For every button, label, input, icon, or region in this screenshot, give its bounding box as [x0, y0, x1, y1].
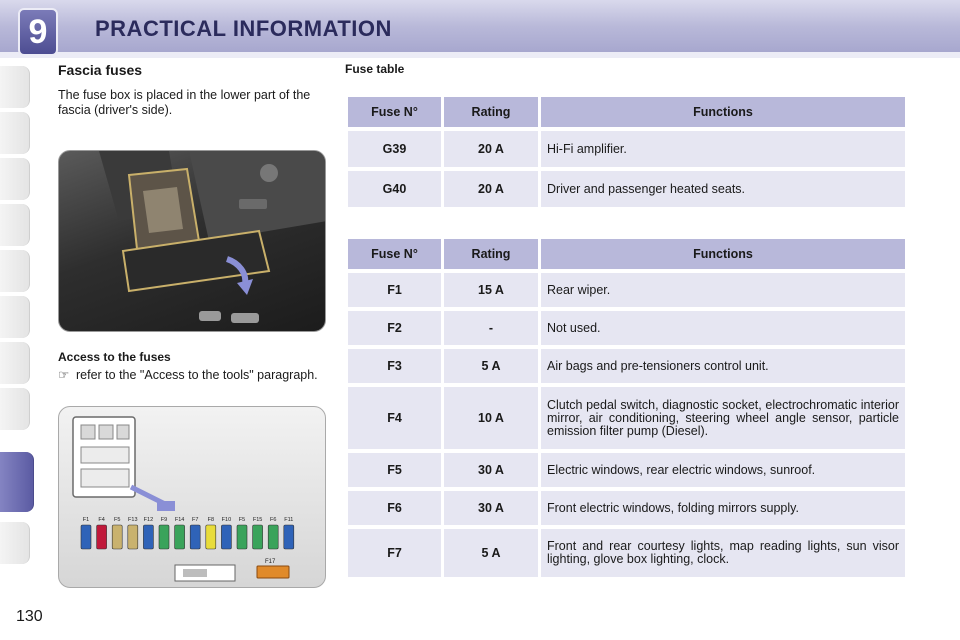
fuse-number: F4	[348, 387, 441, 449]
fuse-f13	[128, 525, 138, 549]
fuse-table-title: Fuse table	[345, 62, 405, 76]
fuse-label: F14	[174, 517, 185, 523]
fuse-number: F5	[348, 453, 441, 487]
fuse-f1	[81, 525, 91, 549]
fuse-function: Rear wiper.	[541, 273, 905, 307]
table-header-row	[348, 239, 905, 269]
overview-cell	[81, 447, 129, 463]
header-stripe	[0, 52, 960, 58]
chapter-tab-2[interactable]	[0, 112, 30, 154]
fuse-number: F7	[348, 529, 441, 577]
fuse-f15	[253, 525, 263, 549]
fuse-function: Driver and passenger heated seats.	[541, 171, 905, 207]
overview-cell	[99, 425, 113, 439]
relay-inner	[183, 569, 207, 577]
page-title: PRACTICAL INFORMATION	[95, 16, 392, 41]
table-row	[348, 529, 905, 577]
chapter-tab-1[interactable]	[0, 66, 30, 108]
fuse-label: F13	[128, 517, 138, 523]
table-row	[348, 131, 905, 167]
overview-cell	[117, 425, 129, 439]
pedal-icon	[199, 311, 221, 321]
fuse-function: Front and rear courtesy lights, map reading lights, sun visor lighting, glove box lighting, clock.	[541, 529, 905, 577]
fuse-table-g	[345, 93, 908, 211]
header-rating: Rating	[444, 239, 538, 269]
relay-label: F17	[265, 559, 276, 565]
header-fuse-number: Fuse N°	[348, 97, 441, 127]
table-header-row	[348, 97, 905, 127]
fuse-number: G40	[348, 171, 441, 207]
header-functions: Functions	[541, 97, 905, 127]
fuse-f4	[97, 525, 107, 549]
fuse-rating: 20 A	[444, 171, 538, 207]
chapter-tab-9-active[interactable]	[0, 452, 34, 512]
fuse-f8	[206, 525, 216, 549]
fuse-labels-group	[83, 517, 294, 523]
fuse-function: Not used.	[541, 311, 905, 345]
chapter-tab-5[interactable]	[0, 250, 30, 292]
table-row	[348, 453, 905, 487]
fuse-rating: 10 A	[444, 387, 538, 449]
fuse-box-panel	[143, 187, 183, 233]
page-number: 130	[16, 608, 43, 625]
fuse-label: F1	[82, 517, 90, 523]
fuse-number: F1	[348, 273, 441, 307]
dashboard-upper-shape	[189, 151, 326, 241]
switch-icon	[239, 199, 267, 209]
chapter-tab-10[interactable]	[0, 522, 30, 564]
fuse-rating: 5 A	[444, 529, 538, 577]
fuse-label: F8	[207, 517, 215, 523]
fuse-number: G39	[348, 131, 441, 167]
fuse-rating: 30 A	[444, 453, 538, 487]
fuse-row	[81, 525, 294, 549]
zoom-arrow-head	[157, 501, 175, 511]
table-row	[348, 491, 905, 525]
fuse-function: Clutch pedal switch, diagnostic socket, electrochromatic interior mirror, air conditioning, steering wheel angle sensor, particle emission filter pump (Diesel).	[541, 387, 905, 449]
fuse-number: F3	[348, 349, 441, 383]
fuse-label: F7	[191, 517, 199, 523]
fusebox-diagram	[58, 406, 326, 588]
intro-text: The fuse box is placed in the lower part of the fascia (driver's side).	[58, 88, 311, 117]
section-title: Fascia fuses	[58, 62, 143, 78]
dashboard-drawing	[59, 151, 326, 332]
access-bullet	[58, 368, 328, 382]
fuse-function: Electric windows, rear electric windows, sunroof.	[541, 453, 905, 487]
fuse-function: Front electric windows, folding mirrors supply.	[541, 491, 905, 525]
fuse-rating: 15 A	[444, 273, 538, 307]
fuse-label: F6	[269, 517, 277, 523]
hand-pointer-icon: ☞	[58, 368, 70, 382]
table-row	[348, 273, 905, 307]
fuse-label: F12	[143, 517, 154, 523]
fuse-f14	[175, 525, 185, 549]
overview-cell	[81, 425, 95, 439]
knob-icon	[260, 164, 278, 182]
fuse-rating: 20 A	[444, 131, 538, 167]
fuse-number: F6	[348, 491, 441, 525]
fuse-f5	[237, 525, 247, 549]
fuse-f11	[284, 525, 294, 549]
fuse-f6	[268, 525, 278, 549]
access-bullet-text: refer to the "Access to the tools" paragraph.	[76, 368, 318, 382]
fuse-label: F10	[221, 517, 232, 523]
fusebox-drawing	[59, 407, 326, 588]
chapter-tab-8[interactable]	[0, 388, 30, 430]
fuse-label: F11	[284, 517, 294, 523]
fuse-function: Air bags and pre-tensioners control unit.	[541, 349, 905, 383]
relay-fuse-f17	[257, 566, 289, 578]
header-rating: Rating	[444, 97, 538, 127]
table-row	[348, 387, 905, 449]
header-functions: Functions	[541, 239, 905, 269]
fuse-rating: 5 A	[444, 349, 538, 383]
fuse-rating: -	[444, 311, 538, 345]
fuse-number: F2	[348, 311, 441, 345]
fuse-label: F15	[252, 517, 263, 523]
chapter-tab-4[interactable]	[0, 204, 30, 246]
chapter-tab-7[interactable]	[0, 342, 30, 384]
fuse-f10	[221, 525, 231, 549]
chapter-tabs	[0, 66, 34, 576]
table-row	[348, 349, 905, 383]
fuse-label: F5	[113, 517, 121, 523]
arrow-head-icon	[237, 279, 253, 295]
fuse-label: F5	[238, 517, 246, 523]
pedal-icon	[231, 313, 259, 323]
fuse-label: F4	[98, 517, 105, 523]
fuse-f7	[190, 525, 200, 549]
header-fuse-number: Fuse N°	[348, 239, 441, 269]
fuse-f9	[159, 525, 169, 549]
table-row	[348, 311, 905, 345]
chapter-tab-3[interactable]	[0, 158, 30, 200]
fuse-function: Hi-Fi amplifier.	[541, 131, 905, 167]
fuse-rating: 30 A	[444, 491, 538, 525]
fuse-label: F9	[160, 517, 168, 523]
chapter-badge: 9	[18, 8, 58, 56]
dashboard-illustration	[58, 150, 326, 332]
access-title: Access to the fuses	[58, 350, 171, 364]
overview-cell	[81, 469, 129, 487]
fuse-table-f	[345, 235, 908, 581]
chapter-tab-6[interactable]	[0, 296, 30, 338]
fuse-f5	[112, 525, 122, 549]
fuse-f12	[143, 525, 153, 549]
table-row	[348, 171, 905, 207]
